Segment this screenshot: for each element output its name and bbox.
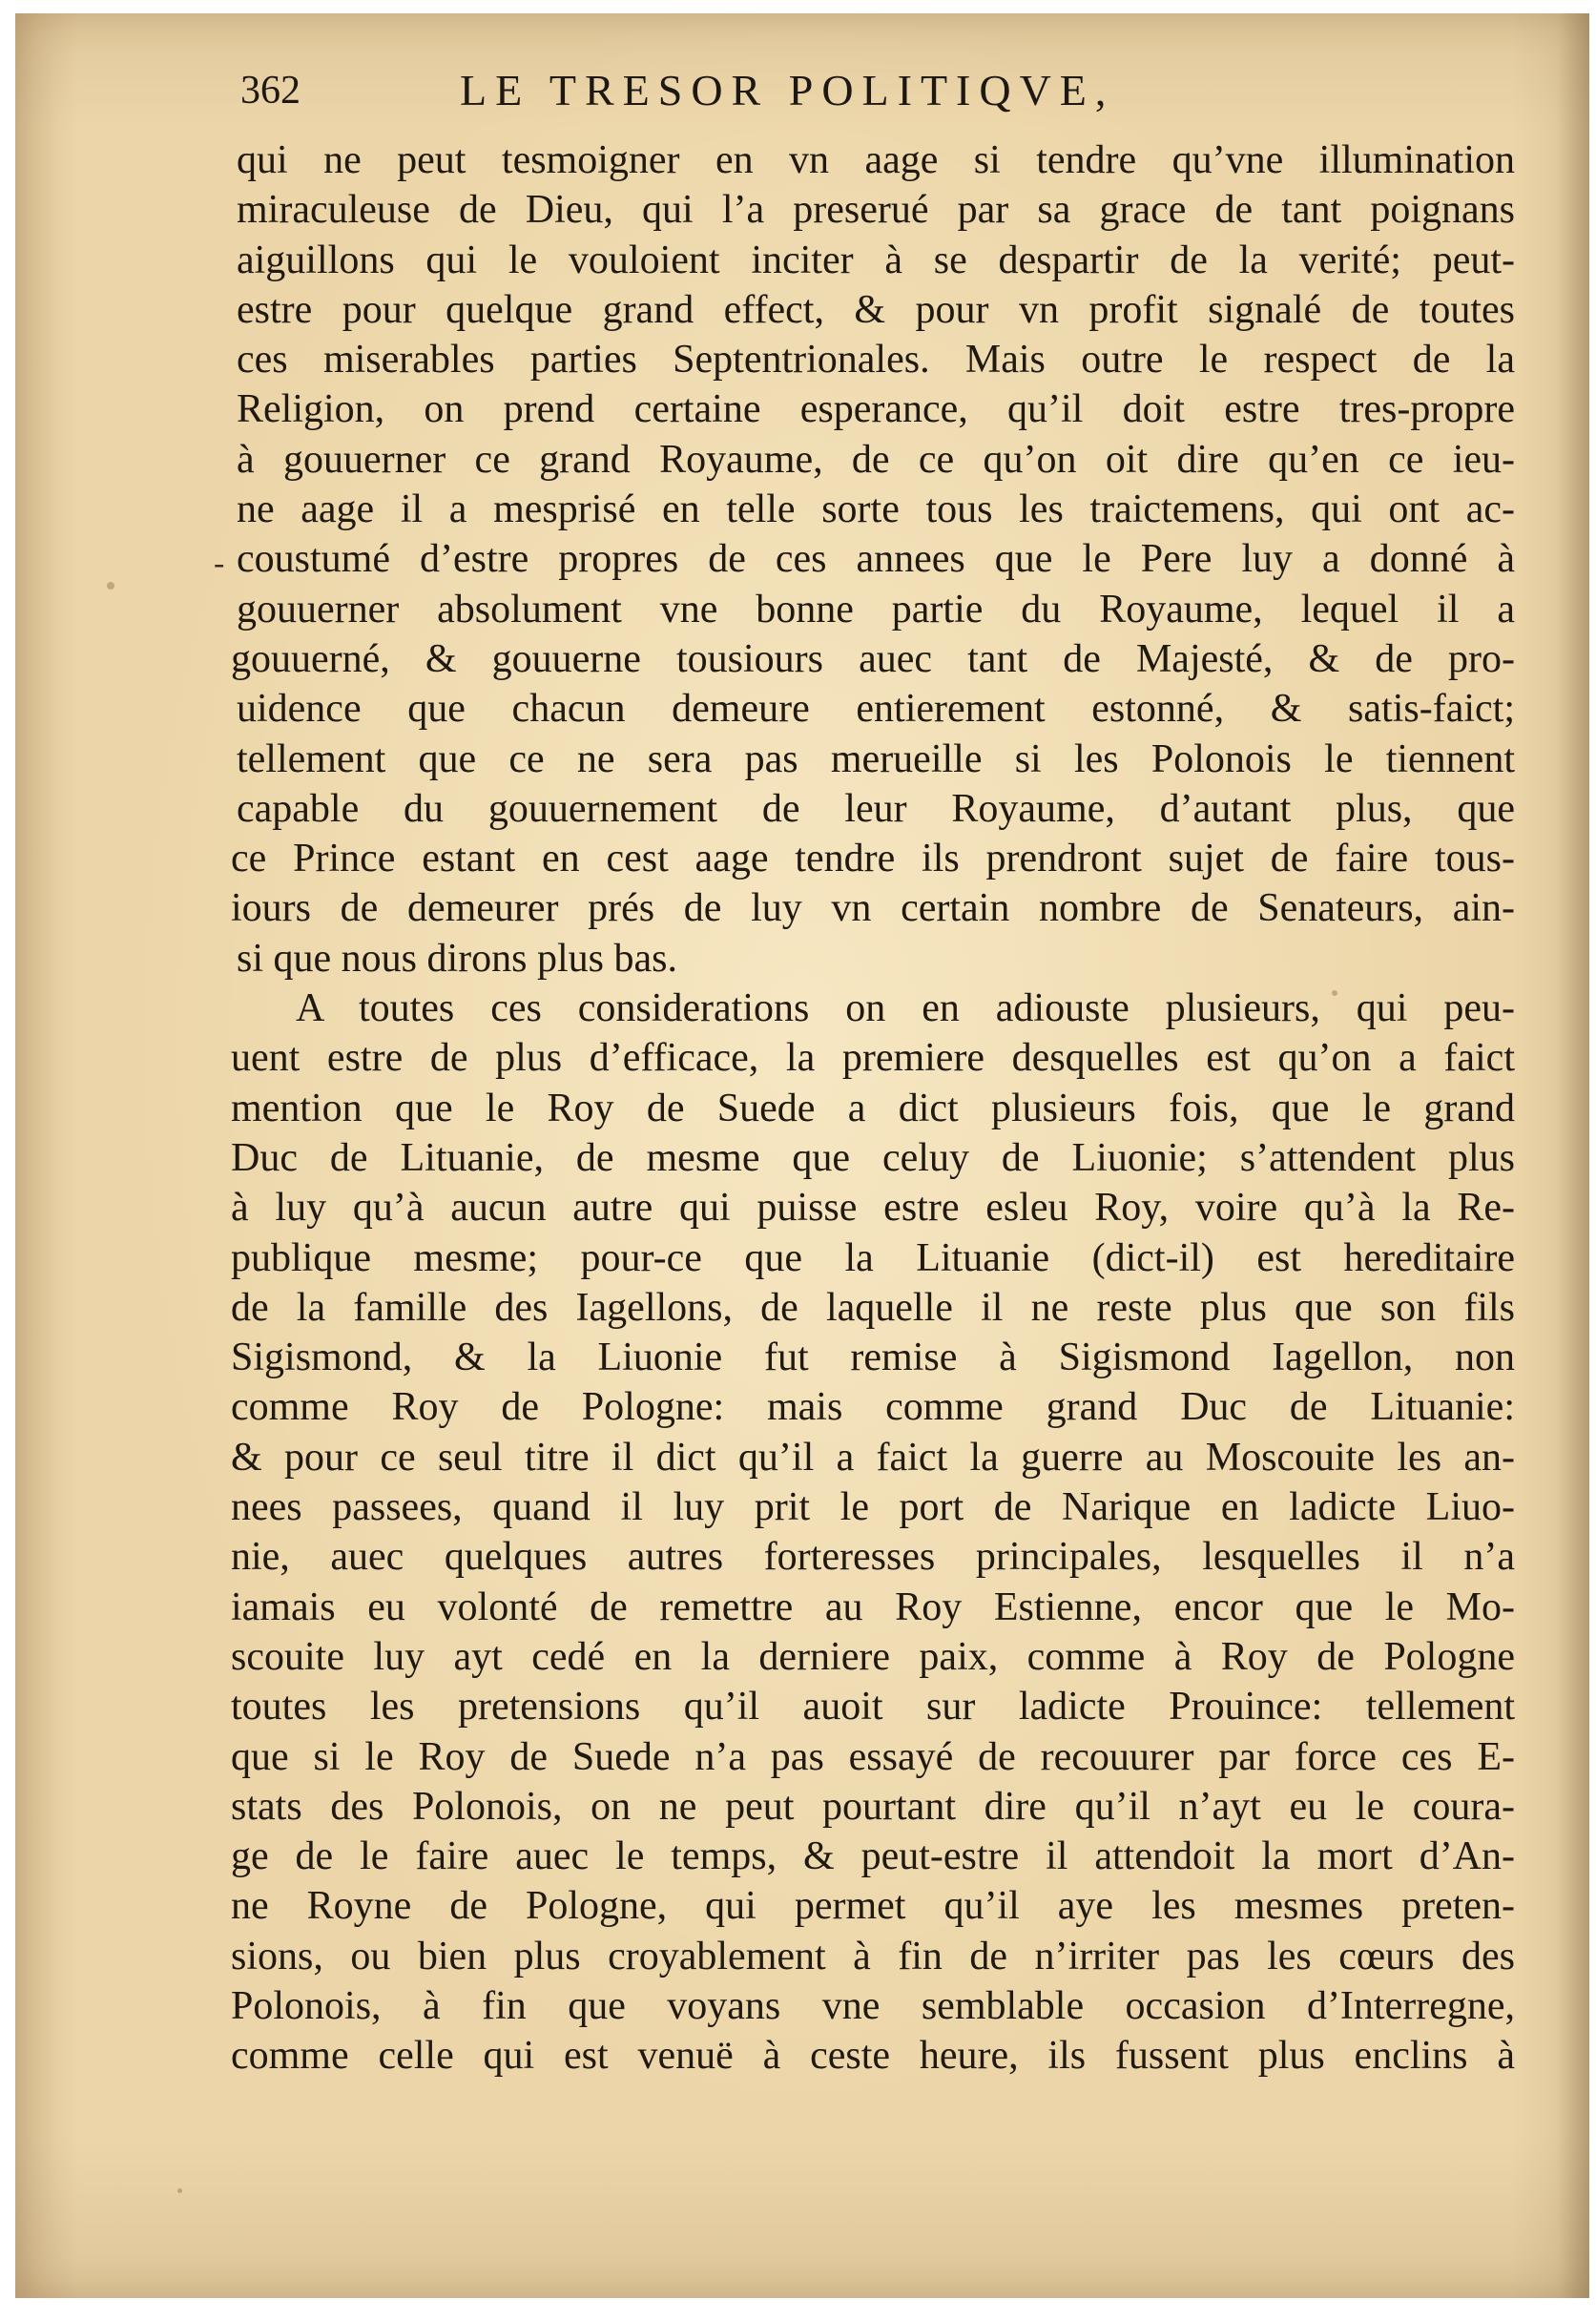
page-number: 362 xyxy=(240,69,301,113)
text-line: gouuerné, & gouuerne tousiours auec tant de Majesté, & de pro- xyxy=(231,636,1515,681)
text-line: stats des Polonois, on ne peut pourtant dire qu’il n’ayt eu le coura- xyxy=(231,1784,1515,1829)
running-head xyxy=(221,57,1347,124)
text-line: capable du gouuernement de leur Royaume, d’autant plus, que xyxy=(237,786,1515,831)
text-line: mention que le Roy de Suede a dict plusieurs fois, que le grand xyxy=(231,1086,1515,1130)
text-line: nees passees, quand il luy prit le port de Narique en ladicte Liuo- xyxy=(231,1485,1515,1530)
text-line: iamais eu volonté de remettre au Roy Estienne, encor que le Mo- xyxy=(231,1585,1515,1629)
text-line: sions, ou bien plus croyablement à fin de n’irriter pas les cœurs des xyxy=(231,1934,1515,1978)
page-edge-shadow xyxy=(1557,13,1589,2298)
text-line: à luy qu’à aucun autre qui puisse estre esleu Roy, voire qu’à la Re- xyxy=(231,1186,1515,1231)
text-line: miraculeuse de Dieu, qui l’a preserué par sa grace de tant poignans xyxy=(237,188,1515,233)
text-line: tellement que ce ne sera pas merueille si les Polonois le tiennent xyxy=(237,736,1515,781)
text-line: ces miserables parties Septentrionales. Mais outre le respect de la xyxy=(237,338,1515,383)
text-line: comme Roy de Pologne: mais comme grand Duc de Lituanie: xyxy=(231,1385,1515,1430)
paragraph-start-line: A toutes ces considerations on en adiouste plusieurs, qui peu- xyxy=(296,986,1515,1031)
text-line: coustumé d’estre propres de ces annees que le Pere luy a donné à xyxy=(237,537,1515,582)
text-line: ne Royne de Pologne, qui permet qu’il aye les mesmes preten- xyxy=(231,1884,1515,1929)
text-line: uent estre de plus d’efficace, la premiere desquelles est qu’on a faict xyxy=(231,1036,1515,1081)
text-line: uidence que chacun demeure entierement estonné, & satis-faict; xyxy=(237,687,1515,732)
paper-spot xyxy=(107,582,114,590)
text-line: ne aage il a mesprisé en telle sorte tous les traictemens, qui ont ac- xyxy=(237,487,1515,532)
text-line: ce Prince estant en cest aage tendre ils prendront sujet de faire tous- xyxy=(231,837,1515,881)
text-line: estre pour quelque grand effect, & pour vn profit signalé de toutes xyxy=(237,287,1515,332)
text-line: iours de demeurer prés de luy vn certain nombre de Senateurs, ain- xyxy=(231,886,1515,931)
text-line: Religion, on prend certaine esperance, qu’il doit estre tres-propre xyxy=(237,387,1515,432)
running-title: LE TRESOR POLITIQVE, xyxy=(460,66,1115,114)
margin-mark: - xyxy=(214,546,225,581)
text-line: à gouuerner ce grand Royaume, de ce qu’on oit dire qu’en ce ieu- xyxy=(237,437,1515,482)
text-line: qui ne peut tesmoigner en vn aage si tendre qu’vne illumination xyxy=(237,138,1515,182)
text-line: & pour ce seul titre il dict qu’il a faict la guerre au Moscouite les an- xyxy=(231,1435,1515,1480)
text-line: comme celle qui est venuë à ceste heure, ils fussent plus enclins à xyxy=(231,2034,1515,2079)
text-line: de la famille des Iagellons, de laquelle il ne reste plus que son fils xyxy=(231,1285,1515,1330)
text-line: Sigismond, & la Liuonie fut remise à Sigismond Iagellon, non xyxy=(231,1336,1515,1380)
text-line: Polonois, à fin que voyans vne semblable occasion d’Interregne, xyxy=(231,1983,1515,2028)
paragraph-end-line: si que nous dirons plus bas. xyxy=(237,936,677,981)
text-line: Duc de Lituanie, de mesme que celuy de Liuonie; s’attendent plus xyxy=(231,1135,1515,1180)
text-line: publique mesme; pour-ce que la Lituanie (dict-il) est hereditaire xyxy=(231,1235,1515,1280)
text-line: toutes les pretensions qu’il auoit sur ladicte Prouince: tellement xyxy=(231,1685,1515,1730)
body-text xyxy=(231,135,1515,2082)
text-line: nie, auec quelques autres forteresses principales, lesquelles il n’a xyxy=(231,1535,1515,1580)
paper-spot xyxy=(177,2188,182,2193)
text-line: gouuerner absolument vne bonne partie du Royaume, lequel il a xyxy=(237,587,1515,632)
text-line: ge de le faire auec le temps, & peut-estre il attendoit la mort d’An- xyxy=(231,1834,1515,1879)
text-line: scouite luy ayt cedé en la derniere paix, comme à Roy de Pologne xyxy=(231,1634,1515,1679)
text-line: aiguillons qui le vouloient inciter à se despartir de la verité; peut- xyxy=(237,238,1515,282)
text-line: que si le Roy de Suede n’a pas essayé de recouurer par force ces E- xyxy=(231,1734,1515,1779)
